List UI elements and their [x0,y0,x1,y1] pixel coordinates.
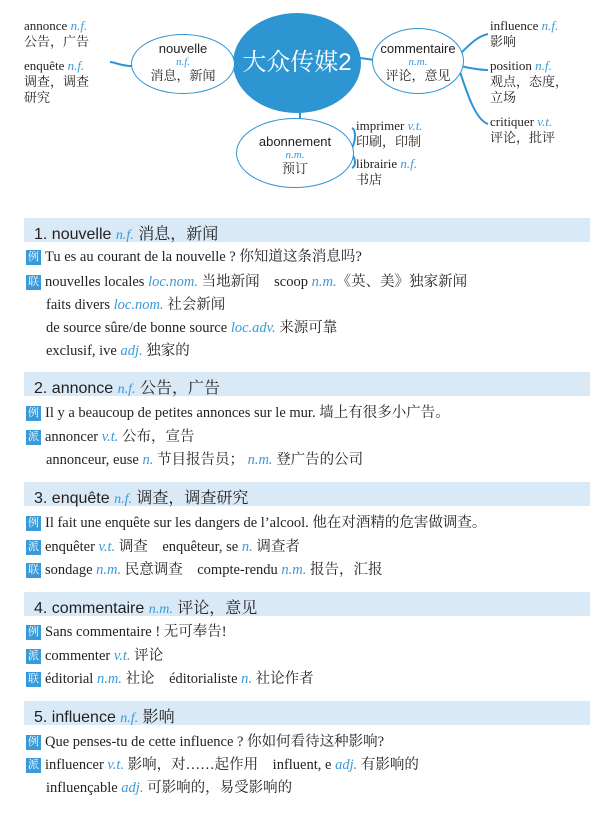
leaf-influence [490,18,558,50]
bubble-commentaire [372,28,464,94]
leaf-meaning: 印刷，印制 [356,134,422,149]
leaf-critiquer [490,114,555,146]
related-line [46,339,190,360]
bubble-nouvelle [131,34,235,94]
entry-word: enquêteur, se [162,539,239,555]
leaf-pos: v.t. [537,114,553,129]
derived-tag-icon: 派 [28,650,39,662]
section-pos: n.f. [114,492,132,507]
entry-meaning: 评论 [134,648,164,664]
section-header-enquete [24,482,590,506]
entry-pos: n. [241,539,253,555]
section-title [34,375,220,398]
bubble-pos: n.f. [175,56,191,68]
section-header-commentaire [24,592,590,616]
entry-meaning: 社论 [125,671,155,687]
example-line [26,620,227,641]
entry-pos: adj. [120,343,143,359]
bubble-pos: n.m. [285,149,305,161]
leaf-enquete [24,58,89,106]
entry-pos: loc.adv. [230,320,276,336]
entry-pos: n.m. [96,671,122,687]
section-pos: n.f. [120,711,139,726]
section-header-nouvelle [24,218,590,242]
derived-line [46,448,363,469]
entry-meaning: 报告，汇报 [310,562,383,578]
example-tag-icon: 例 [28,736,39,748]
bubble-abonnement [236,118,354,188]
derived-line [26,425,195,446]
related-line [46,316,337,337]
section-meaning: 影响 [142,709,175,726]
leaf-position [490,58,568,106]
entry-meaning: 来源可靠 [279,320,338,336]
example-line [26,245,362,266]
entry-pos: adj. [121,780,144,796]
example-text: Tu es au courant de la nouvelle ? 你知道这条消息吗? [45,249,362,265]
entry-word: enquêter [45,539,95,555]
example-text: Sans commentaire ! 无可奉告! [45,624,227,640]
derived-tag-icon: 派 [28,431,39,443]
entry-word: faits divers [46,297,111,313]
section-pos: n.f. [115,228,134,243]
bubble-meaning: 评论，意见 [385,68,451,83]
entry-meaning: 社论作者 [255,671,314,687]
section-word: 3. enquête [34,490,110,507]
leaf-meaning: 评论，批评 [490,130,556,145]
related-line [26,270,467,291]
leaf-meaning: 观点，态度， [490,74,569,89]
entry-word: éditorialiste [169,671,238,687]
entry-word: compte-rendu [197,562,278,578]
bubble-word: commentaire [380,41,456,56]
related-line [26,558,383,579]
entry-word: commenter [45,648,111,664]
related-tag-icon: 联 [28,564,39,576]
entry-meaning: 独家的 [146,343,190,359]
section-title [34,485,248,508]
section-word: 4. commentaire [34,600,145,617]
example-tag-icon: 例 [28,251,39,263]
leaf-word: imprimer [356,118,405,133]
leaf-pos: n.f. [67,58,85,73]
entry-word: sondage [45,562,93,578]
entry-pos: n. [241,671,253,687]
leaf-word: critiquer [490,114,535,129]
entry-pos: v.t. [101,429,119,445]
entry-meaning: 《英、美》独家新闻 [336,274,468,290]
entry-pos: loc.nom. [148,274,199,290]
entry-meaning: 调查者 [256,539,300,555]
leaf-pos: n.f. [400,156,418,171]
entry-word: influent, e [272,757,332,773]
entry-pos: v.t. [107,757,125,773]
example-line [26,511,486,532]
entry-meaning: 公布，宣告 [122,429,195,445]
entry-word: influencer [45,757,104,773]
section-meaning: 评论，意见 [177,600,258,617]
example-line [26,730,384,751]
related-tag-icon: 联 [28,276,39,288]
entry-pos: loc.nom. [113,297,164,313]
derived-line [26,644,163,665]
section-word: 5. influence [34,709,116,726]
section-word: 1. nouvelle [34,226,112,243]
leaf-word: enquête [24,58,65,73]
entry-word: nouvelles locales [45,274,145,290]
section-title [34,221,218,244]
entry-word: scoop [274,274,308,290]
entry-meaning: 影响，对……起作用 [127,757,259,773]
example-tag-icon: 例 [28,407,39,419]
entry-pos: v.t. [98,539,116,555]
derived-tag-icon: 派 [28,541,39,553]
leaf-word: influence [490,18,539,33]
entry-pos: v.t. [113,648,131,664]
section-header-annonce [24,372,590,396]
entry-meaning: 民意调查 [124,562,183,578]
leaf-word: annonce [24,18,68,33]
derived-line [26,753,419,774]
map-center-title: 大众传媒2 [233,13,361,113]
entry-meaning: 社会新闻 [167,297,226,313]
leaf-meaning: 影响 [490,34,517,49]
entry-pos: n.m. [281,562,307,578]
entry-meaning: 有影响的 [360,757,419,773]
related-line [46,293,225,314]
entry-meaning: 当地新闻 [201,274,260,290]
bubble-meaning: 消息，新闻 [150,68,216,83]
entry-word: de source sûre/de bonne source [46,320,228,336]
bubble-pos: n.m. [408,56,428,68]
entry-word: exclusif, ive [46,343,117,359]
entry-meaning: 可影响的，易受影响的 [147,780,293,796]
derived-line [46,776,292,797]
leaf-meaning: 调查，调查 [24,74,90,89]
section-meaning: 调查，调查研究 [136,490,249,507]
entry-word: annonceur, euse [46,452,139,468]
section-meaning: 消息，新闻 [138,226,219,243]
related-line [26,667,314,688]
example-text: Que penses-tu de cette influence ? 你如何看待这种影响? [45,734,385,750]
leaf-librairie [356,156,417,188]
entry-word: influençable [46,780,118,796]
section-pos: n.f. [117,382,136,397]
leaf-pos: n.f. [535,58,552,73]
entry-pos: n.m. [96,562,122,578]
bubble-word: nouvelle [158,41,208,56]
section-title [34,704,175,727]
entry-meaning: 登广告的公司 [276,452,364,468]
entry-pos: n. [142,452,154,468]
derived-tag-icon: 派 [28,759,39,771]
section-word: 2. annonce [34,380,114,397]
leaf-meaning-cont: 研究 [24,90,51,105]
leaf-imprimer [356,118,423,150]
entry-pos: n.m. [311,274,337,290]
entry-pos: n.m. [247,452,273,468]
section-title [34,595,257,618]
entry-meaning: 调查 [118,539,148,555]
section-pos: n.m. [148,602,173,617]
leaf-word: librairie [356,156,398,171]
leaf-meaning: 书店 [356,172,383,187]
example-line [26,401,450,422]
leaf-annonce [24,18,89,50]
leaf-pos: v.t. [407,118,423,133]
entry-word: éditorial [45,671,94,687]
entry-pos: adj. [335,757,358,773]
example-text: Il y a beaucoup de petites annonces sur le mur. 墙上有很多小广告。 [45,405,450,421]
entry-word: annoncer [45,429,99,445]
example-text: Il fait une enquête sur les dangers de l’alcool. 他在对酒精的危害做调查。 [45,515,487,531]
leaf-pos: n.f. [541,18,559,33]
entry-meaning: 节目报告员； [156,452,244,468]
leaf-meaning-cont: 立场 [490,90,517,105]
bubble-word: abonnement [258,134,332,149]
leaf-meaning: 公告，广告 [24,34,90,49]
example-tag-icon: 例 [28,626,39,638]
derived-line [26,535,300,556]
related-tag-icon: 联 [28,673,39,685]
leaf-word: position [490,58,532,73]
example-tag-icon: 例 [28,517,39,529]
section-meaning: 公告，广告 [139,380,220,397]
bubble-meaning: 预订 [281,161,308,176]
leaf-pos: n.f. [70,18,88,33]
section-header-influence [24,701,590,725]
